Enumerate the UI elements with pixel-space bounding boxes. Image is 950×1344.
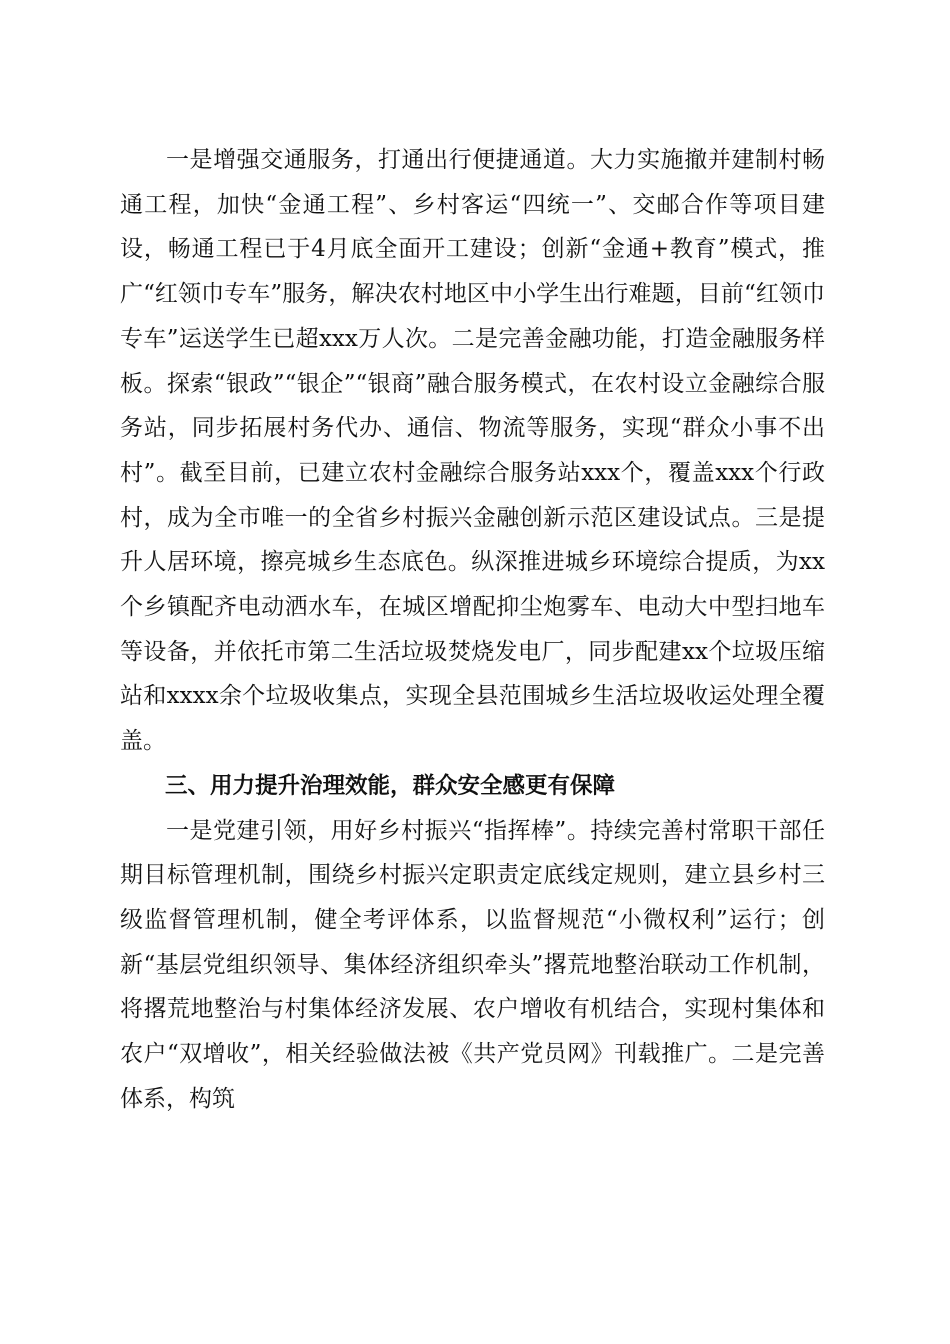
section-heading-governance: 三、用力提升治理效能，群众安全感更有保障 <box>165 772 616 799</box>
paragraph-transport-finance-environment: 一是增强交通服务，打通出行便捷通道。大力实施撤并建制村畅通工程，加快“金通工程”、乡村客运“四统一”、交邮合作等项目建设，畅通工程已于4月底全面开工建设；创新“金通+教育”模式，推广“红领巾专车”服务，解决农村地区中小学生出行难题，目前“红领巾专车”运送学生已超xxx万人次。二是完善金融功能，打造金融服务样板。探索“银政”“银企”“银商”融合服务模式，在农村设立金融综合服务站，同步拓展村务代办、通信、物流等服务，实现“群众小事不出村”。截至目前，已建立农村金融综合服务站xxx个，覆盖xxx个行政村，成为全市唯一的全省乡村振兴金融创新示范区建设试点。三是提升人居环境，擦亮城乡生态底色。纵深推进城乡环境综合提质，为xx个乡镇配齐电动洒水车，在城区增配抑尘炮雾车、电动大中型扫地车等设备，并依托市第二生活垃圾焚烧发电厂，同步配建xx个垃圾压缩站和xxxx余个垃圾收集点，实现全县范围城乡生活垃圾收运处理全覆盖。 <box>120 147 825 755</box>
document-body <box>120 138 825 1121</box>
paragraph-party-building: 一是党建引领，用好乡村振兴“指挥棒”。持续完善村常职干部任期目标管理机制，围绕乡村振兴定职责定底线定规则，建立县乡村三级监督管理机制，健全考评体系，以监督规范“小微权利”运行；创新“基层党组织领导、集体经济组织牵头”撂荒地整治联动工作机制，将撂荒地整治与村集体经济发展、农户增收有机结合，实现村集体和农户“双增收”，相关经验做法被《共产党员网》刊载推广。二是完善体系，构筑 <box>120 817 825 1112</box>
